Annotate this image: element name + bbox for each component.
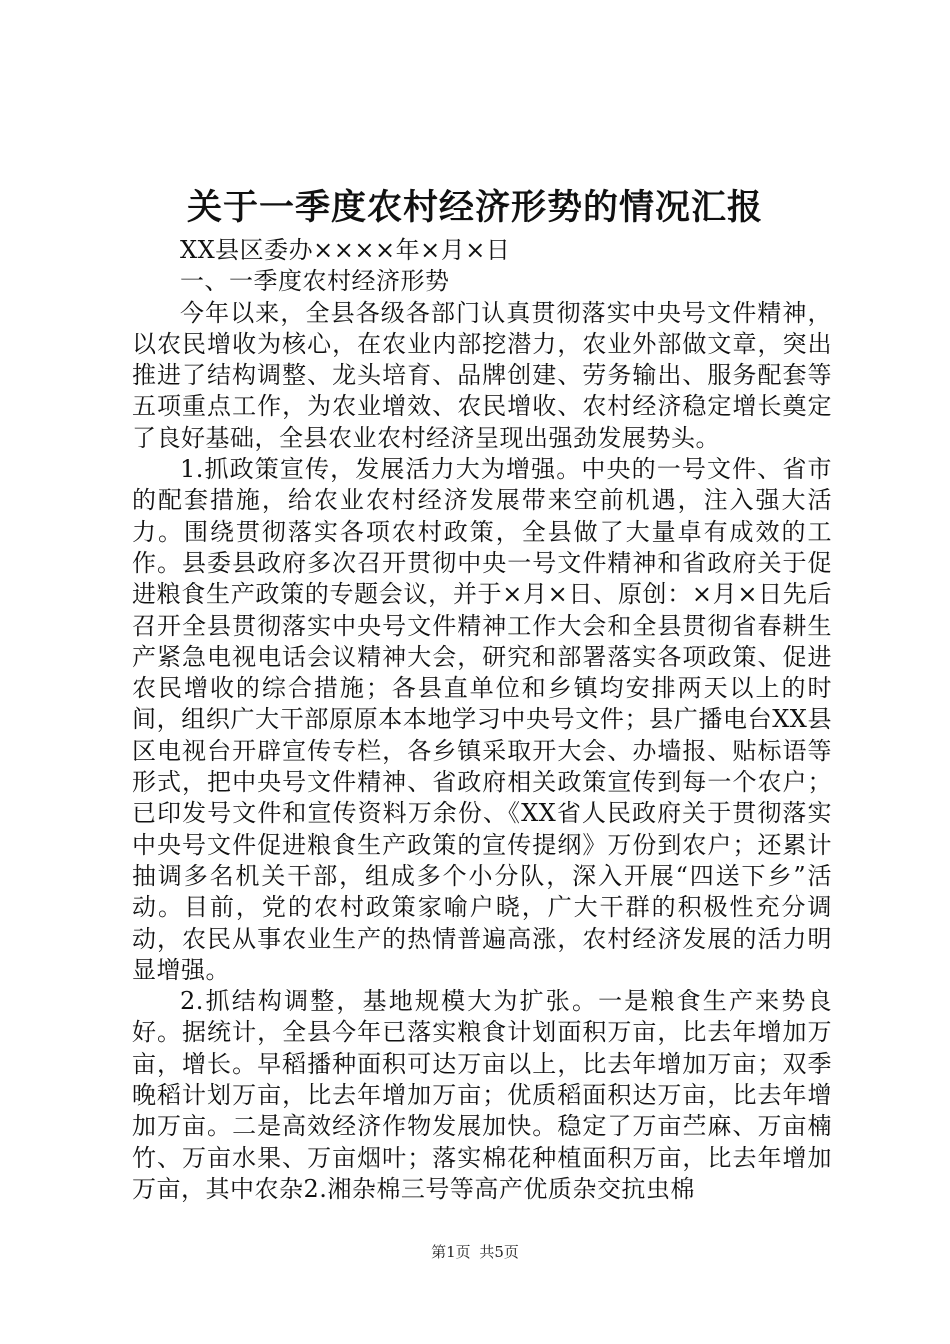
page-footer	[0, 1241, 950, 1262]
document-body	[132, 235, 832, 1205]
section-heading: 一、一季度农村经济形势	[180, 267, 450, 296]
paragraph-policy: 1.抓政策宣传，发展活力大为增强。中央的一号文件、省市的配套措施，给农业农村经济发展带来空前机遇，注入强大活力。围绕贯彻落实各项农村政策，全县做了大量卓有成效的工作。县委县政府多次召开贯彻中央一号文件精神和省政府关于促进粮食生产政策的专题会议，并于×月×日、原创：×月×日先后召开全县贯彻落实中央号文件精神工作大会和全县贯彻省春耕生产紧急电视电话会议精神大会，研究和部署落实各项政策、促进农民增收的综合措施；各县直单位和乡镇均安排两天以上的时间，组织广大干部原原本本地学习中央号文件；县广播电台XX县区电视台开辟宣传专栏，各乡镇采取开大会、办墙报、贴标语等形式，把中央号文件精神、省政府相关政策宣传到每一个农户；已印发号文件和宣传资料万余份、《XX省人民政府关于贯彻落实中央号文件促进粮食生产政策的宣传提纲》万份到农户；还累计抽调多名机关干部，组成多个小分队，深入开展“四送下乡”活动。目前，党的农村政策家喻户晓，广大干群的积极性充分调动，农民从事农业生产的热情普遍高涨，农村经济发展的活力明显增强。	[132, 455, 832, 984]
page-total: 共5页	[479, 1243, 519, 1261]
page-number: 第1页	[431, 1243, 471, 1261]
document-title: 关于一季度农村经济形势的情况汇报	[186, 187, 763, 228]
byline: XX县区委办××××年×月×日	[180, 236, 511, 264]
paragraph-intro: 今年以来，全县各级各部门认真贯彻落实中央号文件精神，以农民增收为核心，在农业内部挖潜力，农业外部做文章，突出推进了结构调整、龙头培育、品牌创建、劳务输出、服务配套等五项重点工作，为农业增效、农民增收、农村经济稳定增长奠定了良好基础，全县农业农村经济呈现出强劲发展势头。	[132, 298, 832, 452]
paragraph-structure: 2.抓结构调整，基地规模大为扩张。一是粮食生产来势良好。据统计，全县今年已落实粮食计划面积万亩，比去年增加万亩，增长。早稻播种面积可达万亩以上，比去年增加万亩；双季晚稻计划万亩，比去年增加万亩；优质稻面积达万亩，比去年增加万亩。二是高效经济作物发展加快。稳定了万亩苎麻、万亩楠竹、万亩水果、万亩烟叶；落实棉花种植面积万亩，比去年增加万亩，其中农杂2.湘杂棉三号等高产优质杂交抗虫棉	[132, 987, 832, 1203]
